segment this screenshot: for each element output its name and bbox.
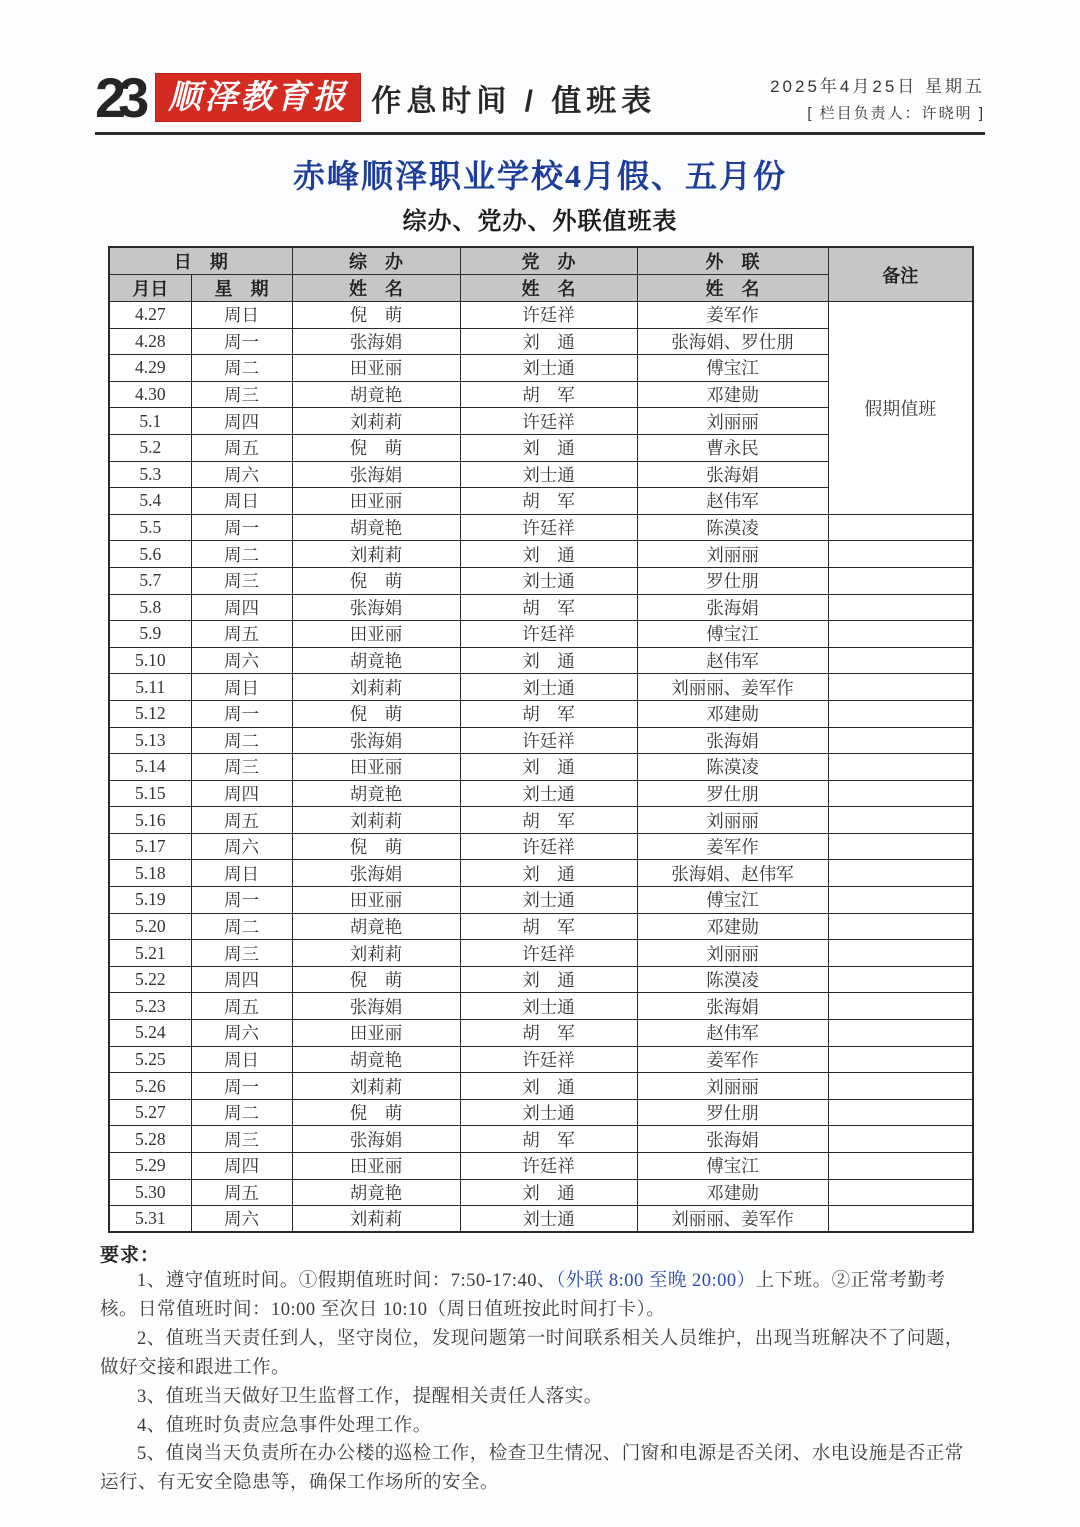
cell-zongban: 田亚丽 <box>292 1153 460 1180</box>
cell-remark-empty <box>828 594 973 621</box>
cell-zongban: 刘莉莉 <box>292 940 460 967</box>
cell-date: 5.16 <box>109 807 191 834</box>
cell-dangban: 刘士通 <box>460 887 637 914</box>
cell-week: 周三 <box>191 754 292 781</box>
header-zongban: 综 办 <box>292 247 460 275</box>
requirement-item-2: 2、值班当天责任到人，坚守岗位，发现问题第一时间联系相关人员维护，出现当班解决不了问题，做好交接和跟进工作。 <box>100 1329 964 1378</box>
cell-dangban: 刘 通 <box>460 754 637 781</box>
cell-wailian: 罗仕朋 <box>637 780 828 807</box>
header-wailian: 外 联 <box>637 247 828 275</box>
cell-date: 5.6 <box>109 541 191 568</box>
cell-zongban: 张海娟 <box>292 594 460 621</box>
subheader-name-dangban: 姓 名 <box>460 275 637 302</box>
cell-zongban: 张海娟 <box>292 860 460 887</box>
subheader-weekday: 星 期 <box>191 275 292 302</box>
cell-remark-empty <box>828 1020 973 1047</box>
cell-zongban: 张海娟 <box>292 1126 460 1153</box>
cell-remark-holiday: 假期值班 <box>828 302 973 515</box>
cell-week: 周二 <box>191 727 292 754</box>
cell-dangban: 刘士通 <box>460 355 637 382</box>
table-row <box>109 1020 973 1047</box>
table-row <box>109 913 973 940</box>
cell-date: 5.22 <box>109 966 191 993</box>
table-row <box>109 514 973 541</box>
cell-zongban: 田亚丽 <box>292 621 460 648</box>
cell-dangban: 许廷祥 <box>460 302 637 329</box>
header-remark: 备注 <box>828 247 973 302</box>
cell-remark-empty <box>828 1126 973 1153</box>
issue-date: 2025年4月25日 星期五 <box>770 77 985 96</box>
cell-wailian: 张海娟 <box>637 993 828 1020</box>
cell-wailian: 赵伟军 <box>637 1020 828 1047</box>
cell-dangban: 刘士通 <box>460 780 637 807</box>
cell-wailian: 邓建勋 <box>637 700 828 727</box>
cell-week: 周五 <box>191 993 292 1020</box>
cell-zongban: 刘莉莉 <box>292 408 460 435</box>
table-row <box>109 754 973 781</box>
cell-remark-empty <box>828 647 973 674</box>
newspaper-logo: 顺泽教育报 <box>155 73 361 122</box>
cell-date: 5.1 <box>109 408 191 435</box>
cell-zongban: 倪 萌 <box>292 567 460 594</box>
cell-dangban: 刘 通 <box>460 647 637 674</box>
table-row <box>109 940 973 967</box>
cell-dangban: 刘 通 <box>460 328 637 355</box>
cell-dangban: 刘 通 <box>460 860 637 887</box>
cell-remark-empty <box>828 621 973 648</box>
cell-week: 周三 <box>191 381 292 408</box>
cell-wailian: 傅宝江 <box>637 621 828 648</box>
cell-date: 5.28 <box>109 1126 191 1153</box>
cell-wailian: 姜军作 <box>637 302 828 329</box>
cell-remark-empty <box>828 1073 973 1100</box>
cell-dangban: 许廷祥 <box>460 1153 637 1180</box>
cell-remark-empty <box>828 966 973 993</box>
table-row <box>109 1126 973 1153</box>
cell-wailian: 傅宝江 <box>637 355 828 382</box>
table-row <box>109 1099 973 1126</box>
cell-week: 周二 <box>191 1099 292 1126</box>
cell-week: 周四 <box>191 1153 292 1180</box>
cell-date: 5.10 <box>109 647 191 674</box>
cell-week: 周日 <box>191 302 292 329</box>
cell-week: 周五 <box>191 434 292 461</box>
cell-zongban: 胡竟艳 <box>292 1046 460 1073</box>
column-editor: [ 栏目负责人：许晓明 ] <box>807 105 985 122</box>
cell-zongban: 倪 萌 <box>292 700 460 727</box>
cell-remark-empty <box>828 1179 973 1206</box>
cell-dangban: 胡 军 <box>460 807 637 834</box>
cell-remark-empty <box>828 993 973 1020</box>
cell-wailian: 张海娟、罗仕朋 <box>637 328 828 355</box>
cell-week: 周一 <box>191 514 292 541</box>
cell-dangban: 许廷祥 <box>460 1046 637 1073</box>
cell-dangban: 许廷祥 <box>460 833 637 860</box>
duty-table-body <box>109 302 973 1233</box>
cell-date: 5.25 <box>109 1046 191 1073</box>
cell-zongban: 田亚丽 <box>292 754 460 781</box>
cell-wailian: 赵伟军 <box>637 647 828 674</box>
cell-wailian: 刘丽丽 <box>637 940 828 967</box>
cell-wailian: 张海娟 <box>637 1126 828 1153</box>
requirements-heading: 要求： <box>100 1245 161 1267</box>
subheader-name-zongban: 姓 名 <box>292 275 460 302</box>
cell-week: 周三 <box>191 940 292 967</box>
requirement-item-3: 3、值班当天做好卫生监督工作，提醒相关责任人落实。 <box>137 1386 603 1407</box>
table-row <box>109 700 973 727</box>
cell-week: 周日 <box>191 488 292 515</box>
cell-zongban: 刘莉莉 <box>292 674 460 701</box>
cell-dangban: 胡 军 <box>460 381 637 408</box>
requirement-1-pre: 1、遵守值班时间。①假期值班时间：7:50-17:40、 <box>137 1271 556 1292</box>
cell-wailian: 刘丽丽 <box>637 408 828 435</box>
cell-week: 周日 <box>191 674 292 701</box>
cell-remark-empty <box>828 1099 973 1126</box>
table-row <box>109 993 973 1020</box>
cell-zongban: 田亚丽 <box>292 355 460 382</box>
cell-week: 周六 <box>191 461 292 488</box>
cell-date: 5.24 <box>109 1020 191 1047</box>
table-row <box>109 541 973 568</box>
cell-wailian: 邓建勋 <box>637 913 828 940</box>
cell-dangban: 胡 军 <box>460 700 637 727</box>
cell-date: 5.23 <box>109 993 191 1020</box>
cell-wailian: 曹永民 <box>637 434 828 461</box>
cell-wailian: 陈漠凌 <box>637 754 828 781</box>
table-row <box>109 887 973 914</box>
cell-date: 4.30 <box>109 381 191 408</box>
cell-date: 5.18 <box>109 860 191 887</box>
table-row <box>109 567 973 594</box>
cell-dangban: 刘士通 <box>460 993 637 1020</box>
cell-remark-empty <box>828 567 973 594</box>
cell-dangban: 刘 通 <box>460 1179 637 1206</box>
cell-zongban: 刘莉莉 <box>292 807 460 834</box>
cell-date: 5.30 <box>109 1179 191 1206</box>
cell-zongban: 张海娟 <box>292 328 460 355</box>
cell-date: 4.28 <box>109 328 191 355</box>
cell-zongban: 田亚丽 <box>292 1020 460 1047</box>
table-row <box>109 780 973 807</box>
cell-date: 5.31 <box>109 1206 191 1233</box>
cell-remark-empty <box>828 1153 973 1180</box>
schedule-subtitle: 综办、党办、外联值班表 <box>402 209 678 235</box>
cell-week: 周四 <box>191 408 292 435</box>
cell-week: 周四 <box>191 780 292 807</box>
cell-remark-empty <box>828 700 973 727</box>
cell-remark-empty <box>828 833 973 860</box>
cell-remark-empty <box>828 887 973 914</box>
cell-wailian: 刘丽丽 <box>637 541 828 568</box>
cell-zongban: 倪 萌 <box>292 302 460 329</box>
duty-table <box>108 246 974 1233</box>
cell-week: 周六 <box>191 833 292 860</box>
cell-week: 周五 <box>191 1179 292 1206</box>
cell-dangban: 胡 军 <box>460 488 637 515</box>
table-row <box>109 860 973 887</box>
cell-remark-empty <box>828 1206 973 1233</box>
cell-date: 5.29 <box>109 1153 191 1180</box>
duty-table-header <box>109 247 973 302</box>
cell-zongban: 倪 萌 <box>292 833 460 860</box>
cell-zongban: 胡竟艳 <box>292 913 460 940</box>
cell-week: 周日 <box>191 1046 292 1073</box>
cell-zongban: 倪 萌 <box>292 966 460 993</box>
cell-week: 周三 <box>191 567 292 594</box>
cell-zongban: 田亚丽 <box>292 887 460 914</box>
cell-week: 周二 <box>191 541 292 568</box>
cell-remark-empty <box>828 541 973 568</box>
requirement-item-5: 5、值岗当天负责所在办公楼的巡检工作，检查卫生情况、门窗和电源是否关闭、水电设施是否正常运行、有无安全隐患等，确保工作场所的安全。 <box>100 1444 964 1494</box>
cell-date: 5.14 <box>109 754 191 781</box>
cell-date: 5.17 <box>109 833 191 860</box>
cell-date: 5.13 <box>109 727 191 754</box>
cell-date: 5.2 <box>109 434 191 461</box>
cell-wailian: 罗仕朋 <box>637 1099 828 1126</box>
cell-week: 周六 <box>191 1206 292 1233</box>
cell-week: 周二 <box>191 355 292 382</box>
header-dangban: 党 办 <box>460 247 637 275</box>
cell-zongban: 胡竟艳 <box>292 780 460 807</box>
cell-week: 周五 <box>191 621 292 648</box>
cell-dangban: 刘 通 <box>460 1073 637 1100</box>
cell-remark-empty <box>828 674 973 701</box>
cell-dangban: 胡 军 <box>460 1126 637 1153</box>
subheader-month-day: 月日 <box>109 275 191 302</box>
cell-zongban: 刘莉莉 <box>292 1073 460 1100</box>
section-title: 作息时间 / 值班表 <box>371 84 657 118</box>
cell-date: 5.8 <box>109 594 191 621</box>
cell-week: 周五 <box>191 807 292 834</box>
cell-date: 5.19 <box>109 887 191 914</box>
cell-dangban: 刘士通 <box>460 567 637 594</box>
cell-zongban: 胡竟艳 <box>292 1179 460 1206</box>
cell-remark-empty <box>828 1046 973 1073</box>
cell-week: 周一 <box>191 328 292 355</box>
table-row <box>109 302 973 329</box>
cell-week: 周六 <box>191 647 292 674</box>
cell-remark-empty <box>828 807 973 834</box>
cell-date: 4.27 <box>109 302 191 329</box>
cell-zongban: 张海娟 <box>292 993 460 1020</box>
masthead-divider <box>95 132 985 135</box>
cell-date: 5.9 <box>109 621 191 648</box>
cell-wailian: 陈漠凌 <box>637 966 828 993</box>
cell-wailian: 刘丽丽 <box>637 1073 828 1100</box>
masthead <box>95 65 985 129</box>
cell-wailian: 刘丽丽、姜军作 <box>637 674 828 701</box>
cell-wailian: 刘丽丽、姜军作 <box>637 1206 828 1233</box>
masthead-right <box>770 72 985 123</box>
cell-wailian: 姜军作 <box>637 833 828 860</box>
cell-dangban: 刘士通 <box>460 1099 637 1126</box>
cell-date: 5.26 <box>109 1073 191 1100</box>
table-row <box>109 1153 973 1180</box>
cell-zongban: 田亚丽 <box>292 488 460 515</box>
cell-zongban: 倪 萌 <box>292 434 460 461</box>
cell-zongban: 张海娟 <box>292 727 460 754</box>
cell-week: 周一 <box>191 700 292 727</box>
cell-wailian: 姜军作 <box>637 1046 828 1073</box>
cell-remark-empty <box>828 940 973 967</box>
cell-week: 周三 <box>191 1126 292 1153</box>
table-row <box>109 1206 973 1233</box>
cell-date: 5.27 <box>109 1099 191 1126</box>
cell-dangban: 胡 军 <box>460 1020 637 1047</box>
cell-date: 5.3 <box>109 461 191 488</box>
cell-dangban: 许廷祥 <box>460 621 637 648</box>
cell-zongban: 倪 萌 <box>292 1099 460 1126</box>
cell-dangban: 许廷祥 <box>460 727 637 754</box>
cell-week: 周四 <box>191 594 292 621</box>
cell-date: 5.20 <box>109 913 191 940</box>
cell-dangban: 胡 军 <box>460 594 637 621</box>
cell-wailian: 张海娟 <box>637 727 828 754</box>
cell-dangban: 刘 通 <box>460 966 637 993</box>
cell-dangban: 刘士通 <box>460 461 637 488</box>
cell-wailian: 张海娟 <box>637 461 828 488</box>
cell-dangban: 许廷祥 <box>460 514 637 541</box>
page-number: 23 <box>95 65 142 129</box>
cell-dangban: 许廷祥 <box>460 408 637 435</box>
cell-zongban: 胡竟艳 <box>292 647 460 674</box>
cell-remark-empty <box>828 780 973 807</box>
cell-dangban: 许廷祥 <box>460 940 637 967</box>
cell-dangban: 刘士通 <box>460 1206 637 1233</box>
table-row <box>109 727 973 754</box>
requirement-1-post: 上下班。②正常考勤考核。日常值班时间：10:00 至次日 10:10（周日值班按此时间打卡）。 <box>100 1271 946 1321</box>
cell-zongban: 胡竟艳 <box>292 381 460 408</box>
subheader-name-wailian: 姓 名 <box>637 275 828 302</box>
cell-wailian: 张海娟 <box>637 594 828 621</box>
cell-remark-empty <box>828 913 973 940</box>
table-row <box>109 966 973 993</box>
cell-zongban: 胡竟艳 <box>292 514 460 541</box>
cell-date: 5.12 <box>109 700 191 727</box>
table-row <box>109 647 973 674</box>
table-row <box>109 1046 973 1073</box>
cell-wailian: 傅宝江 <box>637 887 828 914</box>
cell-date: 5.21 <box>109 940 191 967</box>
table-row <box>109 1073 973 1100</box>
cell-week: 周六 <box>191 1020 292 1047</box>
cell-wailian: 罗仕朋 <box>637 567 828 594</box>
cell-date: 5.11 <box>109 674 191 701</box>
cell-zongban: 刘莉莉 <box>292 541 460 568</box>
cell-date: 5.7 <box>109 567 191 594</box>
cell-week: 周日 <box>191 860 292 887</box>
cell-week: 周一 <box>191 887 292 914</box>
requirements-section <box>100 1240 980 1498</box>
requirement-item-4: 4、值班时负责应急事件处理工作。 <box>137 1415 432 1436</box>
table-row <box>109 674 973 701</box>
table-row <box>109 621 973 648</box>
table-row <box>109 833 973 860</box>
cell-remark-empty <box>828 514 973 541</box>
cell-wailian: 张海娟、赵伟军 <box>637 860 828 887</box>
cell-wailian: 邓建勋 <box>637 381 828 408</box>
cell-date: 5.4 <box>109 488 191 515</box>
cell-wailian: 傅宝江 <box>637 1153 828 1180</box>
cell-wailian: 刘丽丽 <box>637 807 828 834</box>
cell-week: 周四 <box>191 966 292 993</box>
cell-wailian: 陈漠凌 <box>637 514 828 541</box>
cell-zongban: 刘莉莉 <box>292 1206 460 1233</box>
cell-remark-empty <box>828 860 973 887</box>
requirement-item-1 <box>100 1267 980 1325</box>
cell-dangban: 刘 通 <box>460 541 637 568</box>
cell-remark-empty <box>828 727 973 754</box>
cell-zongban: 张海娟 <box>292 461 460 488</box>
cell-dangban: 刘 通 <box>460 434 637 461</box>
table-row <box>109 1179 973 1206</box>
table-row <box>109 594 973 621</box>
cell-week: 周二 <box>191 913 292 940</box>
header-date-group: 日 期 <box>109 247 292 275</box>
requirement-1-highlight: （外联 8:00 至晚 20:00） <box>555 1271 756 1292</box>
cell-wailian: 邓建勋 <box>637 1179 828 1206</box>
cell-dangban: 胡 军 <box>460 913 637 940</box>
cell-remark-empty <box>828 754 973 781</box>
cell-date: 5.5 <box>109 514 191 541</box>
cell-dangban: 刘士通 <box>460 674 637 701</box>
cell-week: 周一 <box>191 1073 292 1100</box>
table-row <box>109 807 973 834</box>
schedule-title: 赤峰顺泽职业学校4月假、五月份 <box>292 158 787 194</box>
cell-wailian: 赵伟军 <box>637 488 828 515</box>
cell-date: 5.15 <box>109 780 191 807</box>
cell-date: 4.29 <box>109 355 191 382</box>
